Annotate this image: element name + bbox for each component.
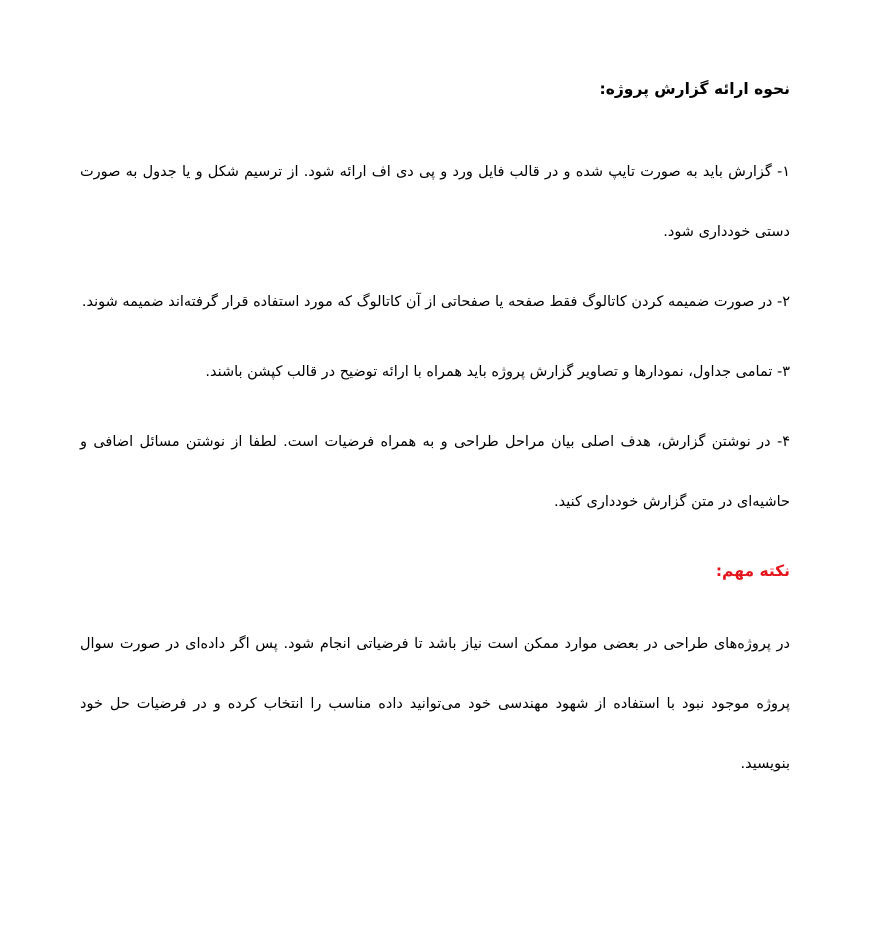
list-item-3: ۳- تمامی جداول، نمودارها و تصاویر گزارش پروژه باید همراه با ارائه توضیح در قالب کپشن باشند.	[205, 364, 790, 380]
note-heading: نکته مهم:	[715, 562, 790, 580]
list-item-4: ۴- در نوشتن گزارش، هدف اصلی بیان مراحل طراحی و به همراه فرضیات است. لطفا از نوشتن مسائل اضافی و حاشیه‌ای در متن گزارش خودداری کنید.	[80, 434, 790, 510]
document-content	[80, 72, 790, 794]
document-title: نحوه ارائه گزارش پروژه:	[599, 80, 790, 98]
note-text: در پروژه‌های طراحی در بعضی موارد ممکن است نیاز باشد تا فرضیاتی انجام شود. پس اگر داده‌ای در صورت سوال پروژه موجود نبود با استفاده از شهود مهندسی خود می‌توانید داده مناسب را انتخاب کرده و در فرضیات حل خود بنویسید.	[80, 636, 790, 772]
list-item-1: ۱- گزارش باید به صورت تایپ شده و در قالب فایل ورد و پی دی اف ارائه شود. از ترسیم شکل و یا جدول به صورت دستی خودداری شود.	[80, 164, 790, 240]
list-item-2: ۲- در صورت ضمیمه کردن کاتالوگ فقط صفحه یا صفحاتی از آن کاتالوگ که مورد استفاده قرار گرفته‌اند ضمیمه شوند.	[81, 294, 790, 310]
